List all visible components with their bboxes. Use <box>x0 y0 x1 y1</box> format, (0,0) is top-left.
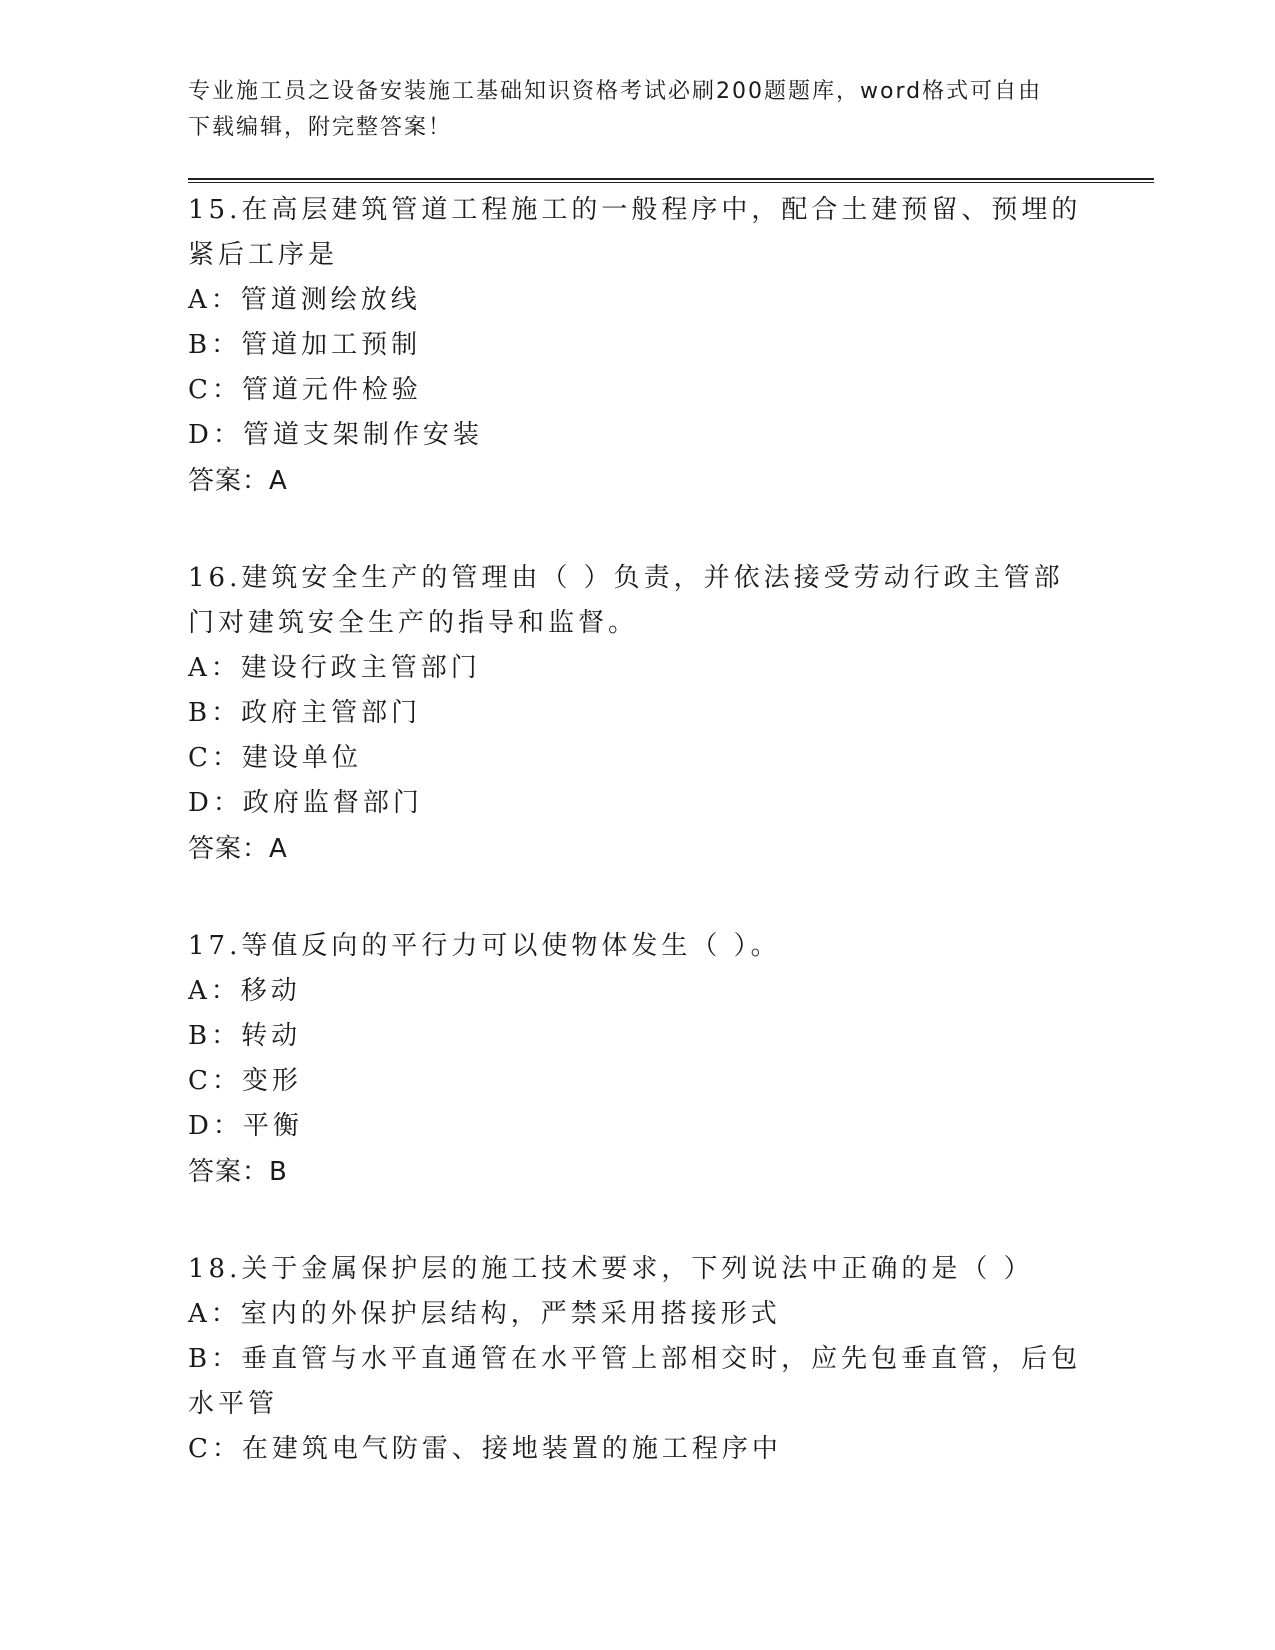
header-divider <box>188 178 1154 183</box>
option-c: C：变形 <box>188 1066 302 1096</box>
question-15 <box>188 188 1088 504</box>
option-b: B：转动 <box>188 1021 302 1051</box>
option-c: C：建设单位 <box>188 743 362 773</box>
option-d: D：管道支架制作安装 <box>188 420 483 450</box>
question-list <box>188 188 1088 1524</box>
answer: 答案：A <box>188 834 288 864</box>
question-stem: 16.建筑安全生产的管理由（ ）负责，并依法接受劳动行政主管部门对建筑安全生产的指导和监督。 <box>188 563 1064 638</box>
option-b: B：垂直管与水平直通管在水平管上部相交时，应先包垂直管，后包水平管 <box>188 1344 1082 1419</box>
header-line-1: 专业施工员之设备安装施工基础知识资格考试必刷200题题库，word格式可自由 <box>188 79 1043 104</box>
option-a: A：室内的外保护层结构，严禁采用搭接形式 <box>188 1299 781 1329</box>
answer: 答案：A <box>188 466 288 496</box>
question-18 <box>188 1247 1088 1472</box>
option-a: A：建设行政主管部门 <box>188 653 481 683</box>
question-stem: 15.在高层建筑管道工程施工的一般程序中，配合土建预留、预埋的紧后工序是 <box>188 195 1082 270</box>
option-c: C：在建筑电气防雷、接地装置的施工程序中 <box>188 1434 782 1464</box>
document-header <box>188 74 1068 146</box>
question-17 <box>188 924 1088 1195</box>
option-b: B：政府主管部门 <box>188 698 422 728</box>
option-c: C：管道元件检验 <box>188 375 422 405</box>
option-d: D：政府监督部门 <box>188 788 423 818</box>
option-d: D：平衡 <box>188 1111 303 1141</box>
option-a: A：移动 <box>188 976 301 1006</box>
header-line-2: 下载编辑，附完整答案！ <box>188 115 453 140</box>
question-stem: 18.关于金属保护层的施工技术要求，下列说法中正确的是（ ） <box>188 1254 1034 1284</box>
answer: 答案：B <box>188 1157 288 1187</box>
question-stem: 17.等值反向的平行力可以使物体发生（ ）。 <box>188 931 781 961</box>
question-16 <box>188 556 1088 872</box>
option-b: B：管道加工预制 <box>188 330 422 360</box>
option-a: A：管道测绘放线 <box>188 285 421 315</box>
